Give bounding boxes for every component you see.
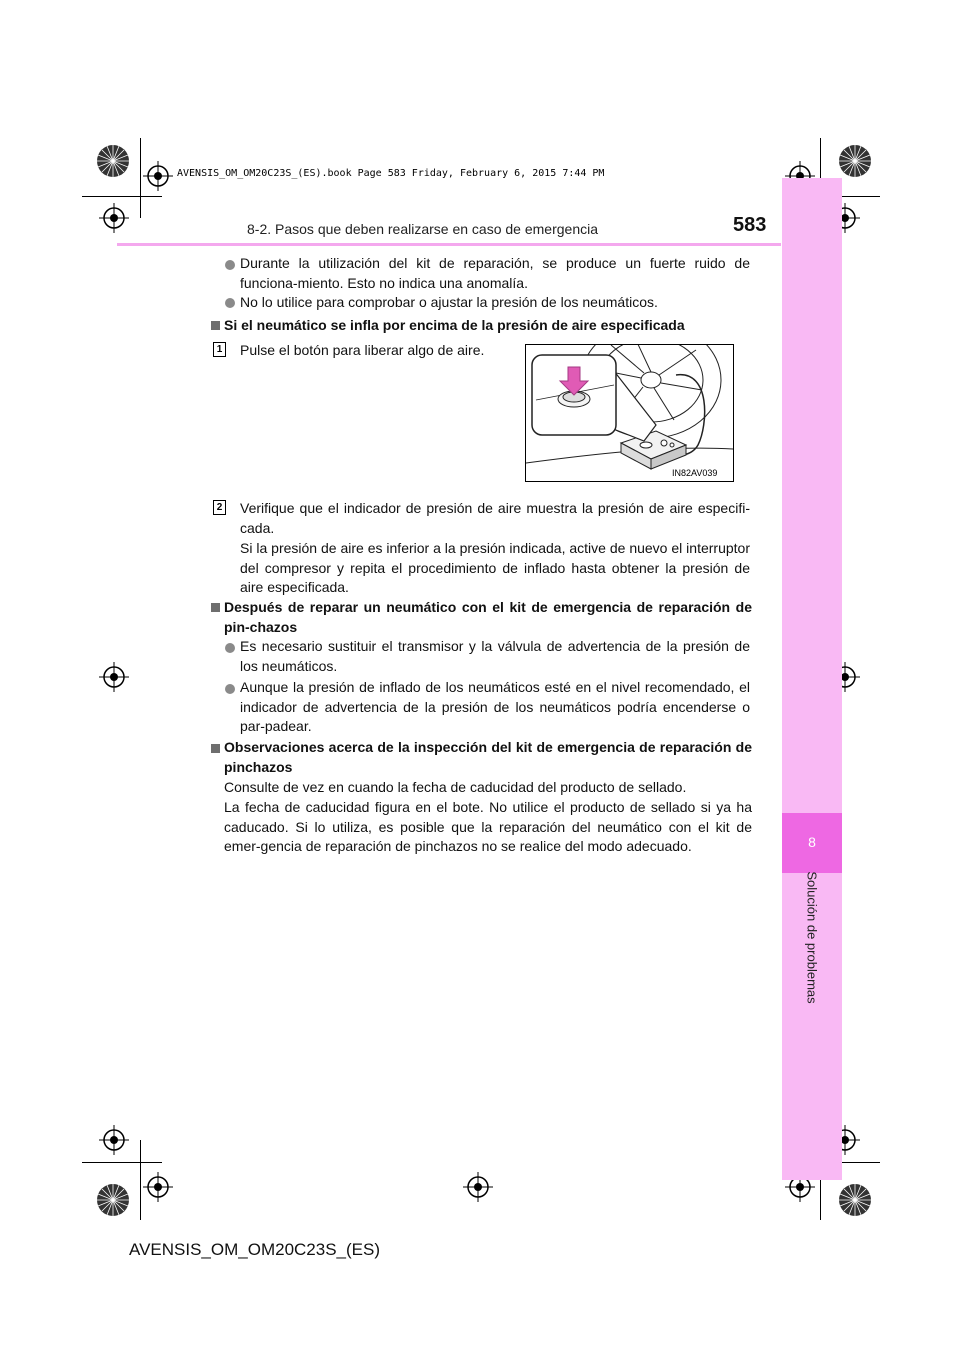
step-text: Verifique que el indicador de presión de aire muestra la presión de aire especifi-cada. xyxy=(240,500,750,536)
color-rosette-icon xyxy=(838,144,872,178)
book-info-line: AVENSIS_OM_OM20C23S_(ES).book Page 583 Friday, February 6, 2015 7:44 PM xyxy=(177,168,605,179)
crop-line xyxy=(140,138,141,218)
bullet-text: Durante la utilización del kit de reparación, se produce un fuerte ruido de funciona-miento. Esto no indica una anomalía. xyxy=(240,255,750,291)
registration-mark-icon xyxy=(99,662,129,692)
figure-code: IN82AV039 xyxy=(672,468,718,478)
header-rule xyxy=(117,243,781,246)
crop-line xyxy=(140,1140,141,1220)
bullet-text: Aunque la presión de inflado de los neumáticos esté en el nivel recomendado, el indicador de advertencia de la presión de los neumáticos podría encenderse o par-padear. xyxy=(240,679,750,735)
bullet-icon xyxy=(225,684,235,694)
bullet-text: No lo utilice para comprobar o ajustar la presión de los neumáticos. xyxy=(240,294,658,310)
color-rosette-icon xyxy=(838,1183,872,1217)
heading-square-icon xyxy=(211,744,220,753)
crop-line xyxy=(82,196,162,197)
color-rosette-icon xyxy=(96,144,130,178)
registration-mark-icon xyxy=(143,1172,173,1202)
page-number: 583 xyxy=(733,214,767,236)
body-paragraph: Consulte de vez en cuando la fecha de caducidad del producto de sellado. xyxy=(224,779,687,795)
bullet-icon xyxy=(225,298,235,308)
crop-line xyxy=(82,1162,162,1163)
chapter-tab xyxy=(782,178,842,1180)
model-code: AVENSIS_OM_OM20C23S_(ES) xyxy=(129,1240,380,1259)
compressor-illustration xyxy=(525,344,734,482)
bullet-text: Es necesario sustituir el transmisor y la válvula de advertencia de la presión de los neumáticos. xyxy=(240,638,750,674)
step-text: Pulse el botón para liberar algo de aire. xyxy=(240,342,485,358)
color-rosette-icon xyxy=(96,1183,130,1217)
section-title: 8-2. Pasos que deben realizarse en caso de emergencia xyxy=(247,221,598,237)
registration-mark-icon xyxy=(143,161,173,191)
section-heading: Observaciones acerca de la inspección del kit de emergencia de reparación de pinchazos xyxy=(224,739,752,775)
registration-mark-icon xyxy=(99,203,129,233)
heading-square-icon xyxy=(211,321,220,330)
section-heading: Si el neumático se infla por encima de la presión de aire especificada xyxy=(224,317,685,333)
chapter-label: Solución de problemas xyxy=(804,871,820,1004)
heading-square-icon xyxy=(211,603,220,612)
registration-mark-icon xyxy=(99,1125,129,1155)
step-number-badge: 2 xyxy=(213,500,226,515)
section-heading: Después de reparar un neumático con el kit de emergencia de reparación de pin-chazos xyxy=(224,599,752,635)
bullet-icon xyxy=(225,260,235,270)
step-note: Si la presión de aire es inferior a la presión indicada, active de nuevo el interruptor del compresor y repita el procedimiento de inflado hasta obtener la presión de aire especificada. xyxy=(240,540,750,596)
step-number-badge: 1 xyxy=(213,342,226,357)
chapter-number: 8 xyxy=(808,834,816,850)
registration-mark-icon xyxy=(463,1172,493,1202)
bullet-icon xyxy=(225,643,235,653)
body-paragraph: La fecha de caducidad figura en el bote. No utilice el producto de sellado si ya ha caducado. Si lo utiliza, es posible que la reparación del neumático con el kit de emer-gencia de reparación de pinchazos no se realice del modo adecuado. xyxy=(224,799,752,855)
